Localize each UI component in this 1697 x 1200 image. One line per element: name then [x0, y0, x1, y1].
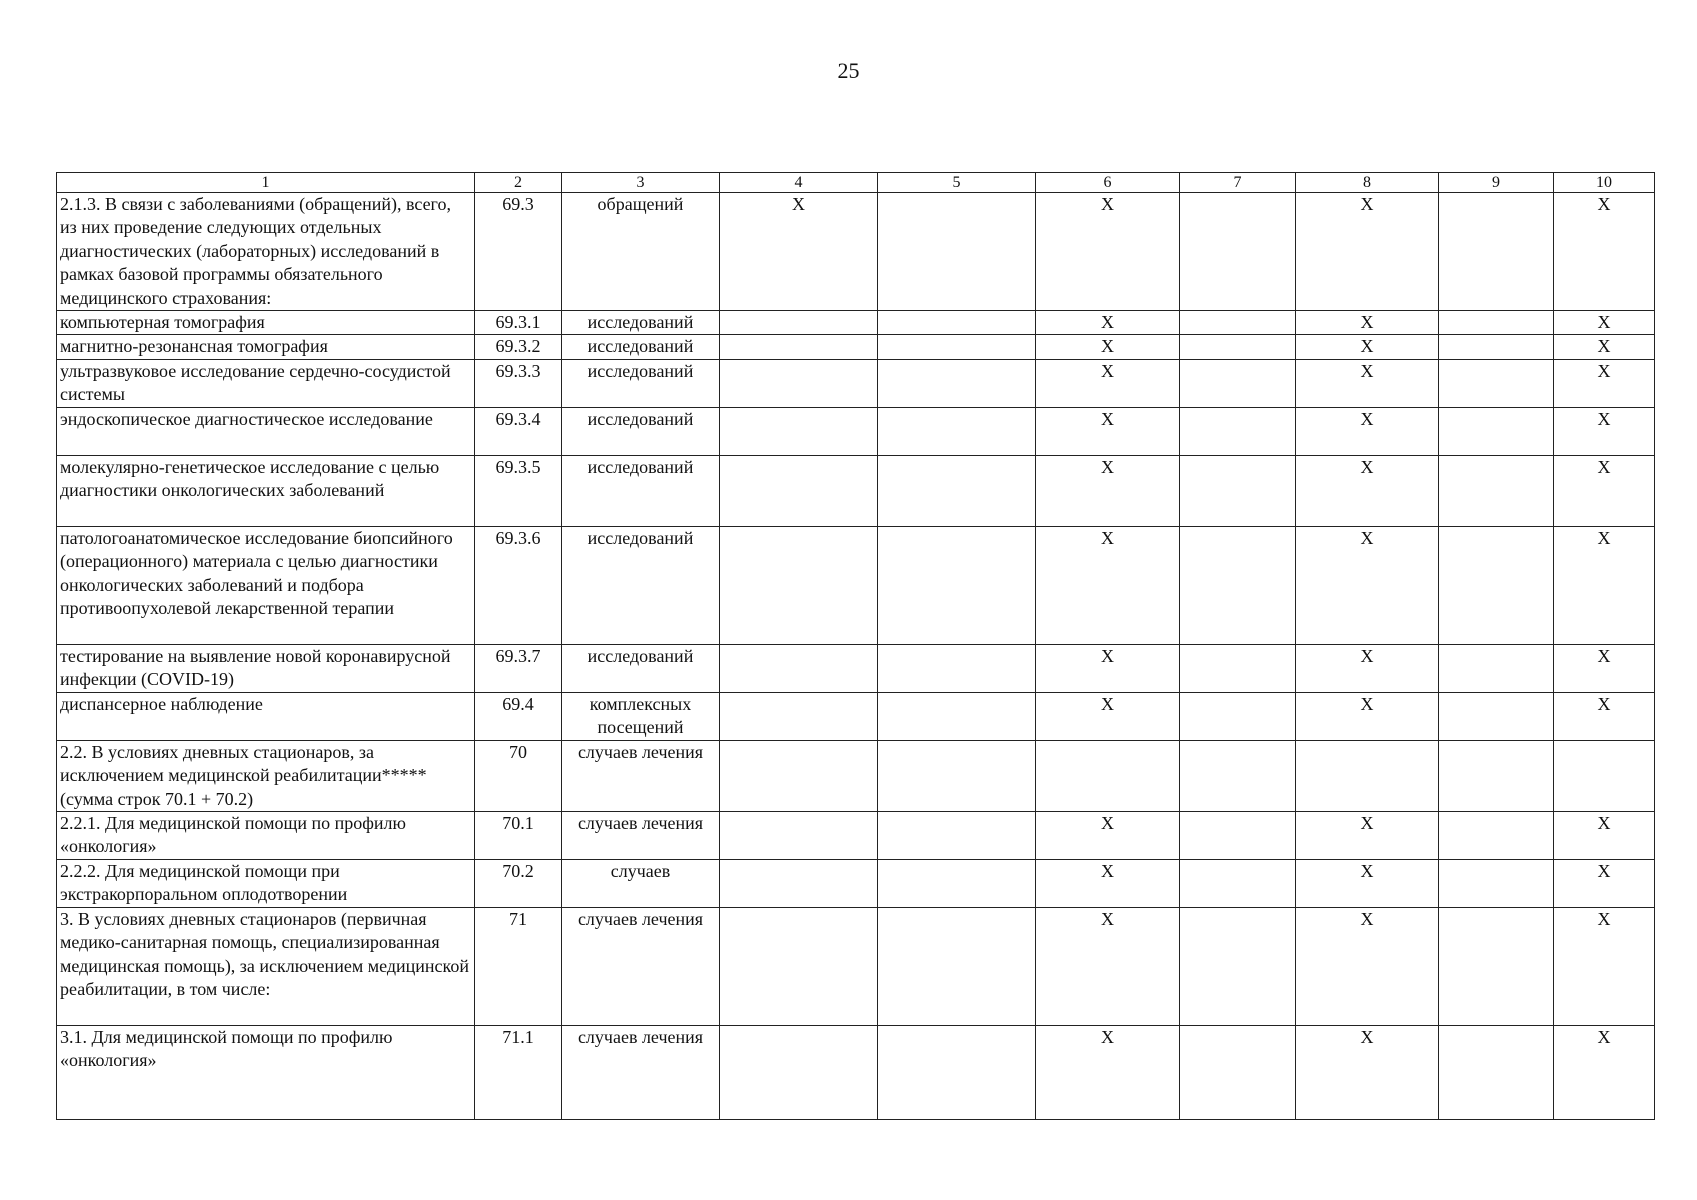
row-unit-cell: исследований [562, 311, 720, 335]
value-cell-col7 [1180, 455, 1296, 526]
row-code-cell: 69.3.1 [475, 311, 562, 335]
value-cell-col9 [1439, 908, 1554, 1026]
row-code-cell: 69.3.4 [475, 407, 562, 455]
value-cell-col8: X [1296, 407, 1439, 455]
row-name-cell: 2.1.3. В связи с заболеваниями (обращений), всего, из них проведение следующих отдельных диагностических (лабораторных) исследований в рамках базовой программы обязательного медицинского страхования: [57, 193, 475, 311]
value-cell-col4 [720, 908, 878, 1026]
value-cell-col8: X [1296, 860, 1439, 908]
row-unit-cell: случаев лечения [562, 740, 720, 811]
value-cell-col4 [720, 526, 878, 644]
value-cell-col4 [720, 740, 878, 811]
value-cell-col6: X [1036, 359, 1180, 407]
value-cell-col9 [1439, 812, 1554, 860]
value-cell-col7 [1180, 193, 1296, 311]
value-cell-col10: X [1554, 407, 1655, 455]
value-cell-col5 [878, 407, 1036, 455]
value-cell-col8 [1296, 740, 1439, 811]
value-cell-col5 [878, 335, 1036, 359]
table-row [57, 692, 1655, 740]
value-cell-col8: X [1296, 311, 1439, 335]
value-cell-col5 [878, 644, 1036, 692]
value-cell-col10: X [1554, 455, 1655, 526]
row-code-cell: 69.3.7 [475, 644, 562, 692]
row-name-cell: 3.1. Для медицинской помощи по профилю «онкология» [57, 1026, 475, 1120]
value-cell-col6: X [1036, 335, 1180, 359]
value-cell-col9 [1439, 335, 1554, 359]
row-unit-cell: случаев лечения [562, 1026, 720, 1120]
value-cell-col10: X [1554, 1026, 1655, 1120]
value-cell-col10: X [1554, 311, 1655, 335]
value-cell-col10: X [1554, 644, 1655, 692]
row-unit-cell: исследований [562, 359, 720, 407]
table-row [57, 335, 1655, 359]
value-cell-col10: X [1554, 526, 1655, 644]
table-row [57, 1026, 1655, 1120]
row-name-cell: молекулярно-генетическое исследование с целью диагностики онкологических заболеваний [57, 455, 475, 526]
value-cell-col9 [1439, 644, 1554, 692]
table-row [57, 740, 1655, 811]
row-unit-cell: случаев [562, 860, 720, 908]
value-cell-col5 [878, 740, 1036, 811]
header-cell: 9 [1439, 173, 1554, 193]
table-row [57, 407, 1655, 455]
row-unit-cell: исследований [562, 407, 720, 455]
value-cell-col6: X [1036, 526, 1180, 644]
value-cell-col4 [720, 335, 878, 359]
value-cell-col10: X [1554, 359, 1655, 407]
value-cell-col9 [1439, 526, 1554, 644]
value-cell-col7 [1180, 860, 1296, 908]
value-cell-col4 [720, 359, 878, 407]
value-cell-col4 [720, 311, 878, 335]
value-cell-col6: X [1036, 692, 1180, 740]
value-cell-col4: X [720, 193, 878, 311]
row-code-cell: 69.3.5 [475, 455, 562, 526]
table-row [57, 359, 1655, 407]
table-header-row [57, 173, 1655, 193]
value-cell-col9 [1439, 860, 1554, 908]
value-cell-col5 [878, 311, 1036, 335]
value-cell-col4 [720, 644, 878, 692]
row-name-cell: ультразвуковое исследование сердечно-сосудистой системы [57, 359, 475, 407]
table-row [57, 193, 1655, 311]
value-cell-col5 [878, 193, 1036, 311]
row-unit-cell: комплексных посещений [562, 692, 720, 740]
value-cell-col8: X [1296, 526, 1439, 644]
row-unit-cell: обращений [562, 193, 720, 311]
value-cell-col6 [1036, 740, 1180, 811]
value-cell-col6: X [1036, 644, 1180, 692]
value-cell-col8: X [1296, 335, 1439, 359]
value-cell-col10 [1554, 740, 1655, 811]
row-code-cell: 69.3.3 [475, 359, 562, 407]
value-cell-col10: X [1554, 812, 1655, 860]
row-name-cell: диспансерное наблюдение [57, 692, 475, 740]
value-cell-col9 [1439, 740, 1554, 811]
row-code-cell: 69.4 [475, 692, 562, 740]
value-cell-col8: X [1296, 692, 1439, 740]
table-row [57, 526, 1655, 644]
value-cell-col10: X [1554, 193, 1655, 311]
value-cell-col5 [878, 359, 1036, 407]
value-cell-col6: X [1036, 455, 1180, 526]
value-cell-col6: X [1036, 860, 1180, 908]
value-cell-col7 [1180, 812, 1296, 860]
value-cell-col6: X [1036, 1026, 1180, 1120]
value-cell-col10: X [1554, 860, 1655, 908]
value-cell-col7 [1180, 335, 1296, 359]
value-cell-col4 [720, 692, 878, 740]
row-code-cell: 71 [475, 908, 562, 1026]
row-name-cell: 2.2.1. Для медицинской помощи по профилю «онкология» [57, 812, 475, 860]
row-unit-cell: исследований [562, 644, 720, 692]
row-code-cell: 69.3 [475, 193, 562, 311]
value-cell-col6: X [1036, 311, 1180, 335]
value-cell-col10: X [1554, 335, 1655, 359]
value-cell-col5 [878, 812, 1036, 860]
value-cell-col9 [1439, 1026, 1554, 1120]
header-cell: 1 [57, 173, 475, 193]
page-number: 25 [837, 58, 860, 83]
row-name-cell: компьютерная томография [57, 311, 475, 335]
value-cell-col7 [1180, 692, 1296, 740]
table-row [57, 812, 1655, 860]
value-cell-col8: X [1296, 1026, 1439, 1120]
value-cell-col4 [720, 1026, 878, 1120]
value-cell-col8: X [1296, 812, 1439, 860]
value-cell-col9 [1439, 311, 1554, 335]
row-code-cell: 71.1 [475, 1026, 562, 1120]
row-code-cell: 69.3.6 [475, 526, 562, 644]
value-cell-col5 [878, 692, 1036, 740]
value-cell-col9 [1439, 692, 1554, 740]
value-cell-col9 [1439, 193, 1554, 311]
row-name-cell: 2.2. В условиях дневных стационаров, за исключением медицинской реабилитации***** (сумма строк 70.1 + 70.2) [57, 740, 475, 811]
row-unit-cell: случаев лечения [562, 908, 720, 1026]
row-code-cell: 70 [475, 740, 562, 811]
row-unit-cell: исследований [562, 335, 720, 359]
header-cell: 4 [720, 173, 878, 193]
value-cell-col4 [720, 407, 878, 455]
row-name-cell: патологоанатомическое исследование биопсийного (операционного) материала с целью диагностики онкологических заболеваний и подбора противоопухолевой лекарственной терапии [57, 526, 475, 644]
row-code-cell: 70.1 [475, 812, 562, 860]
value-cell-col4 [720, 860, 878, 908]
table-row [57, 908, 1655, 1026]
value-cell-col6: X [1036, 407, 1180, 455]
value-cell-col7 [1180, 1026, 1296, 1120]
value-cell-col7 [1180, 740, 1296, 811]
header-cell: 2 [475, 173, 562, 193]
table-row [57, 860, 1655, 908]
value-cell-col5 [878, 860, 1036, 908]
header-cell: 5 [878, 173, 1036, 193]
table-row [57, 644, 1655, 692]
header-cell: 7 [1180, 173, 1296, 193]
value-cell-col10: X [1554, 908, 1655, 1026]
value-cell-col4 [720, 812, 878, 860]
value-cell-col9 [1439, 455, 1554, 526]
value-cell-col7 [1180, 407, 1296, 455]
row-unit-cell: исследований [562, 526, 720, 644]
row-name-cell: 2.2.2. Для медицинской помощи при экстракорпоральном оплодотворении [57, 860, 475, 908]
value-cell-col5 [878, 526, 1036, 644]
table-row [57, 311, 1655, 335]
row-name-cell: 3. В условиях дневных стационаров (первичная медико-санитарная помощь, специализированная медицинская помощь), за исключением медицинской реабилитации, в том числе: [57, 908, 475, 1026]
header-cell: 6 [1036, 173, 1180, 193]
row-name-cell: тестирование на выявление новой коронавирусной инфекции (COVID-19) [57, 644, 475, 692]
value-cell-col7 [1180, 644, 1296, 692]
value-cell-col5 [878, 1026, 1036, 1120]
value-cell-col6: X [1036, 812, 1180, 860]
value-cell-col7 [1180, 311, 1296, 335]
value-cell-col7 [1180, 359, 1296, 407]
row-unit-cell: случаев лечения [562, 812, 720, 860]
value-cell-col5 [878, 908, 1036, 1026]
value-cell-col5 [878, 455, 1036, 526]
data-table [56, 172, 1655, 1120]
value-cell-col7 [1180, 526, 1296, 644]
header-cell: 10 [1554, 173, 1655, 193]
value-cell-col9 [1439, 359, 1554, 407]
value-cell-col8: X [1296, 908, 1439, 1026]
value-cell-col4 [720, 455, 878, 526]
row-name-cell: эндоскопическое диагностическое исследование [57, 407, 475, 455]
header-cell: 3 [562, 173, 720, 193]
value-cell-col9 [1439, 407, 1554, 455]
row-name-cell: магнитно-резонансная томография [57, 335, 475, 359]
value-cell-col7 [1180, 908, 1296, 1026]
value-cell-col8: X [1296, 359, 1439, 407]
header-cell: 8 [1296, 173, 1439, 193]
row-unit-cell: исследований [562, 455, 720, 526]
value-cell-col6: X [1036, 193, 1180, 311]
row-code-cell: 70.2 [475, 860, 562, 908]
value-cell-col10: X [1554, 692, 1655, 740]
value-cell-col8: X [1296, 193, 1439, 311]
value-cell-col8: X [1296, 455, 1439, 526]
row-code-cell: 69.3.2 [475, 335, 562, 359]
value-cell-col6: X [1036, 908, 1180, 1026]
value-cell-col8: X [1296, 644, 1439, 692]
table-row [57, 455, 1655, 526]
